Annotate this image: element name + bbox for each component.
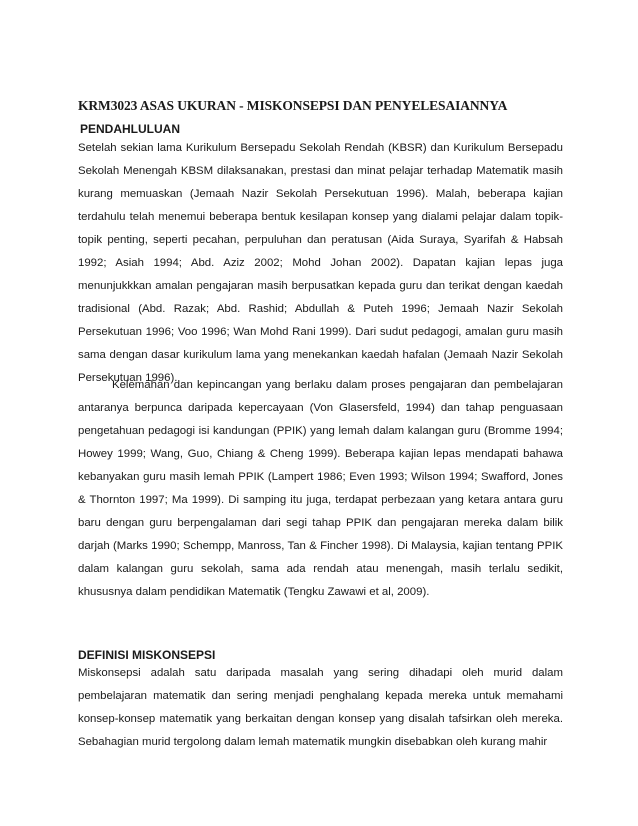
section-heading-definisi: DEFINISI MISKONSEPSI (78, 648, 216, 662)
paragraph-definition: Miskonsepsi adalah satu daripada masalah yang sering dihadapi oleh murid dalam pembelajaran matematik dan sering menjadi penghalang kepada mereka untuk memahami konsep-konsep matematik yang berkaitan dengan konsep yang disalah tafsirkan oleh mereka. Sebahagian murid tergolong dalam lemah matematik mungkin disebabkan oleh kurang mahir (78, 667, 563, 748)
paragraph-weaknesses: Kelemahan dan kepincangan yang berlaku dalam proses pengajaran dan pembelajaran antaranya berpunca daripada kepercayaan (Von Glasersfeld, 1994) dan tahap penguasaan pengetahuan pedagogi isi kandungan (PPIK) yang lemah dalam kalangan guru (Bromme 1994; Howey 1999; Wang, Guo, Chiang & Cheng 1999). Beberapa kajian lepas mendapati bahawa kebanyakan guru masih lemah PPIK (Lampert 1986; Even 1993; Wilson 1994; Swafford, Jones & Thornton 1997; Ma 1999). Di samping itu juga, terdapat perbezaan yang ketara antara guru baru dengan guru berpengalaman dari segi tahap PPIK dan pengajaran mereka dalam bilik darjah (Marks 1990; Schempp, Manross, Tan & Fincher 1998). Di Malaysia, kajian tentang PPIK dalam kalangan guru sekolah, sama ada rendah atau menengah, masih terlalu sedikit, khususnya dalam pendidikan Matematik (Tengku Zawawi et al, 2009). (78, 379, 563, 598)
document-title: KRM3023 ASAS UKURAN - MISKONSEPSI DAN PENYELESAIANNYA (78, 98, 508, 113)
paragraph-introduction: Setelah sekian lama Kurikulum Bersepadu Sekolah Rendah (KBSR) dan Kurikulum Bersepadu Sekolah Menengah KBSM dilaksanakan, prestasi dan minat pelajar terhadap Matematik masih kurang memuaskan (Jemaah Nazir Sekolah Persekutuan 1996). Malah, beberapa kajian terdahulu telah menemui beberapa bentuk kesilapan konsep yang dialami pelajar dalam topik-topik penting, seperti pecahan, perpuluhan dan peratusan (Aida Suraya, Syarifah & Habsah 1992; Asiah 1994; Abd. Aziz 2002; Mohd Johan 2002). Dapatan kajian lepas juga menunjukkkan amalan pengajaran masih berpusatkan kepada guru dan terikat dengan kaedah tradisional (Abd. Razak; Abd. Rashid; Abdullah & Puteh 1996; Jemaah Nazir Sekolah Persekutuan 1996; Voo 1996; Wan Mohd Rani 1999). Dari sudut pedagogi, amalan guru masih sama dengan dasar kurikulum lama yang menekankan kaedah hafalan (Jemaah Nazir Sekolah Persekutuan 1996). (78, 142, 563, 384)
section-heading-pendahuluan: PENDAHLULUAN (80, 122, 180, 136)
